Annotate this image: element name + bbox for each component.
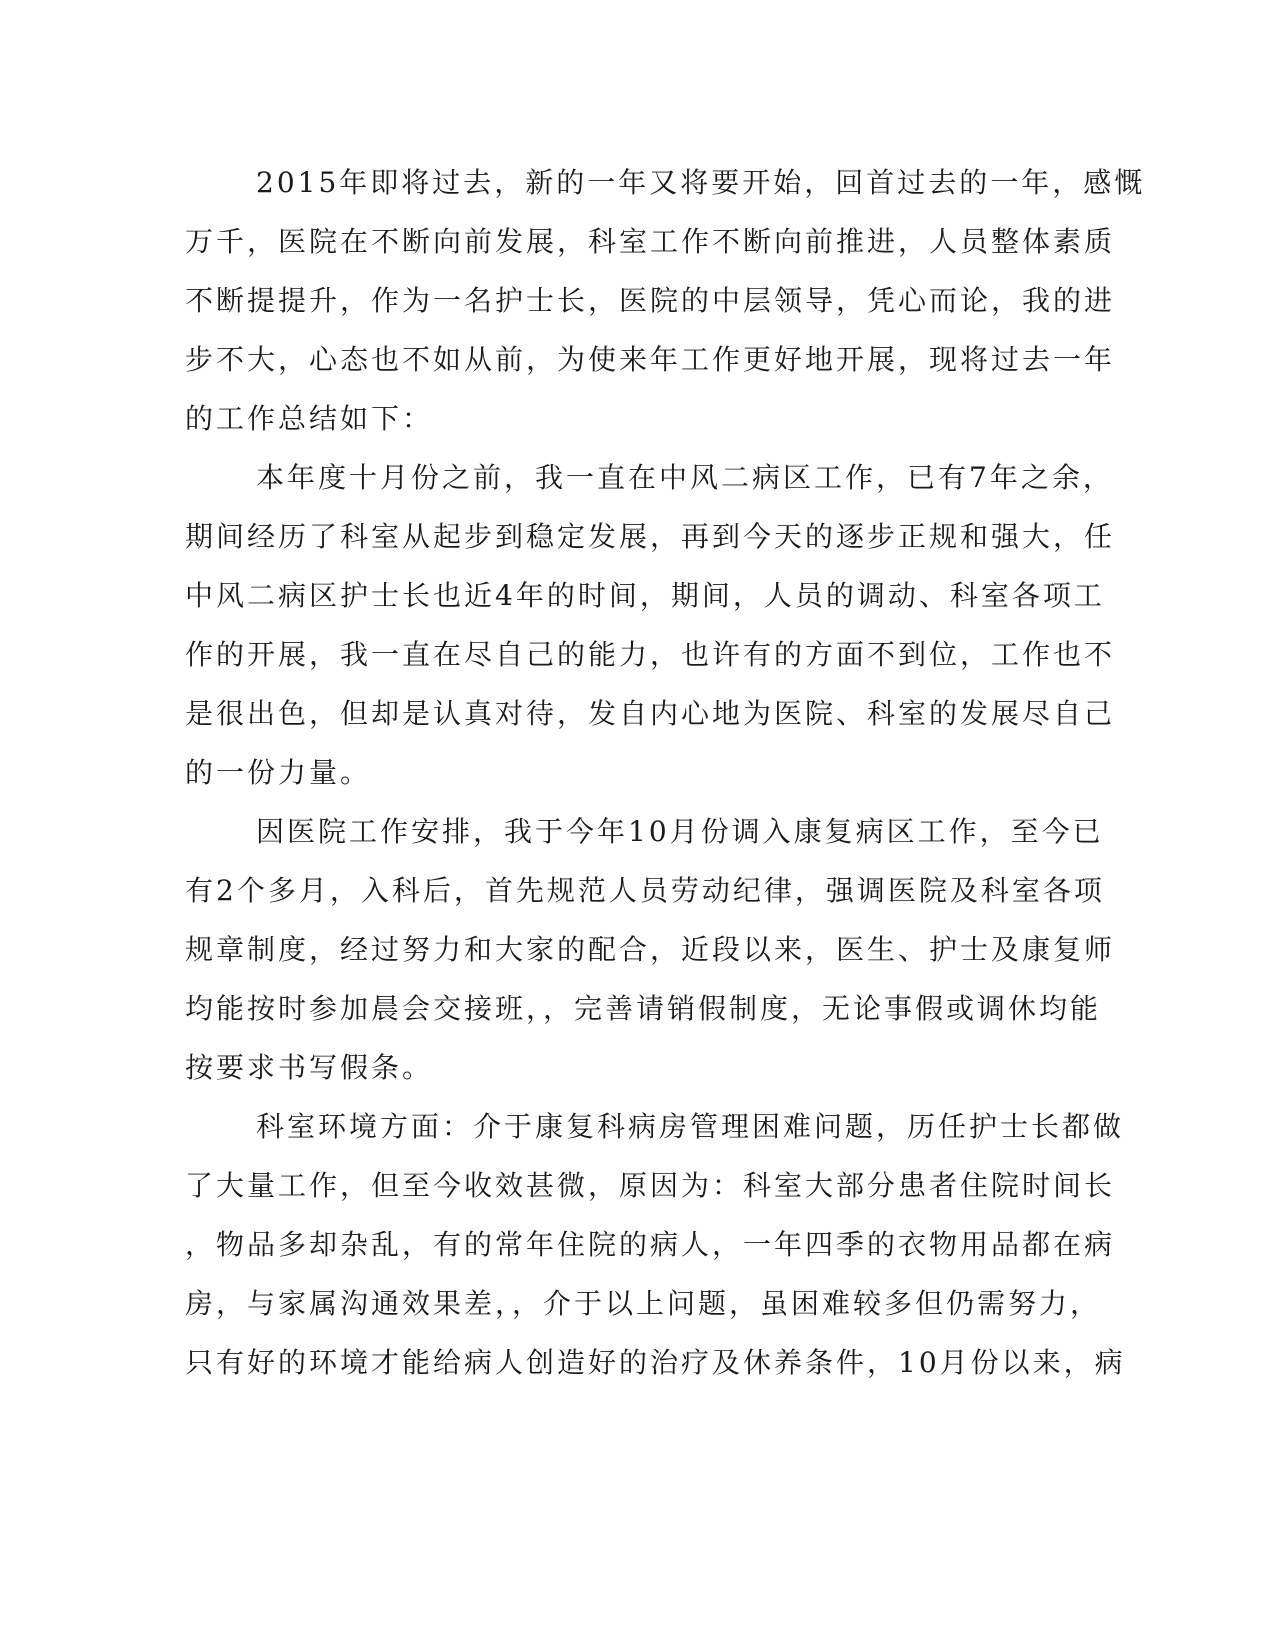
text-line: 均能按时参加晨会交接班，，完善请销假制度，无论事假或调休均能 — [185, 992, 1102, 1025]
text-line: 2015年即将过去，新的一年又将要开始，回首过去的一年，感慨 — [256, 166, 1146, 199]
text-line: 作的开展，我一直在尽自己的能力，也许有的方面不到位，工作也不 — [185, 638, 1116, 671]
text-line: 是很出色，但却是认真对待，发自内心地为医院、科室的发展尽自己 — [185, 697, 1116, 730]
text-line: 不断提提升，作为一名护士长，医院的中层领导，凭心而论，我的进 — [185, 284, 1116, 317]
paragraph-rehab-ward — [185, 802, 1116, 1097]
paragraph-previous-ward — [185, 448, 1116, 802]
text-line: 中风二病区护士长也近4年的时间，期间，人员的调动、科室各项工 — [185, 579, 1105, 612]
text-line: 的工作总结如下： — [185, 402, 434, 435]
text-line: 按要求书写假条。 — [185, 1051, 434, 1084]
text-line: 有2个多月，入科后，首先规范人员劳动纪律，强调医院及科室各项 — [185, 874, 1105, 907]
text-line: 只有好的环境才能给病人创造好的治疗及休养条件，10月份以来，病 — [185, 1346, 1126, 1379]
text-line: 科室环境方面：介于康复科病房管理困难问题，历任护士长都做 — [256, 1110, 1125, 1143]
document-body — [185, 153, 1146, 1392]
text-line: 的一份力量。 — [185, 756, 372, 789]
text-line: ，物品多却杂乱，有的常年住院的病人，一年四季的衣物用品都在病 — [185, 1228, 1116, 1261]
paragraph-environment — [185, 1097, 1126, 1392]
text-line: 步不大，心态也不如从前，为使来年工作更好地开展，现将过去一年 — [185, 343, 1116, 376]
text-line: 万千，医院在不断向前发展，科室工作不断向前推进，人员整体素质 — [185, 225, 1116, 258]
text-line: 规章制度，经过努力和大家的配合，近段以来，医生、护士及康复师 — [185, 933, 1116, 966]
text-line: 因医院工作安排，我于今年10月份调入康复病区工作，至今已 — [256, 815, 1104, 848]
text-line: 本年度十月份之前，我一直在中风二病区工作，已有7年之余， — [256, 461, 1114, 494]
text-line: 期间经历了科室从起步到稳定发展，再到今天的逐步正规和强大，任 — [185, 520, 1116, 553]
text-line: 房，与家属沟通效果差，，介于以上问题，虽困难较多但仍需努力， — [185, 1287, 1102, 1320]
text-line: 了大量工作，但至今收效甚微，原因为：科室大部分患者住院时间长 — [185, 1169, 1116, 1202]
paragraph-intro — [185, 153, 1146, 448]
